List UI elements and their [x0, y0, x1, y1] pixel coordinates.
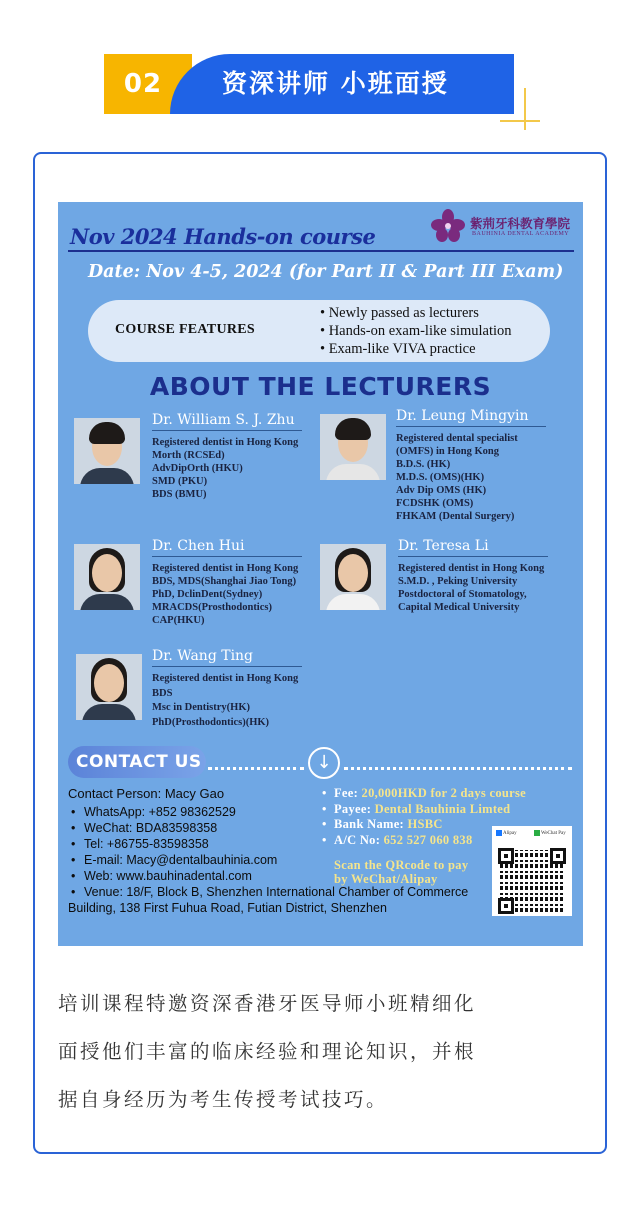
credential-line: Registered dentist in Hong Kong — [398, 563, 545, 574]
scan-line: by WeChat/Alipay — [334, 872, 438, 886]
fee-value: Dental Bauhinia Limted — [374, 801, 511, 816]
venue-line: Venue: 18/F, Block B, Shenzhen International Chamber of Commerce — [84, 885, 469, 899]
description-line: 培训课程特邀资深香港牙医导师小班精细化 — [58, 992, 477, 1015]
lecturer-name-underline — [396, 426, 546, 427]
qr-finder-icon — [498, 848, 514, 864]
lecturer-credentials — [152, 672, 298, 730]
credential-line: Registered dentist in Hong Kong — [152, 563, 299, 574]
credential-line: BDS — [152, 687, 173, 699]
course-description — [58, 980, 588, 1124]
course-poster — [58, 202, 583, 946]
credential-line: SMD (PKU) — [152, 476, 208, 487]
lecturer-photo — [76, 654, 142, 720]
fee-value: 20,000HKD for 2 days course — [361, 786, 526, 800]
credential-line: Registered dental specialist — [396, 433, 518, 444]
venue-item — [68, 884, 468, 916]
description-line: 据自身经历为考生传授考试技巧。 — [58, 1088, 389, 1111]
down-arrow-icon: ↓ — [308, 747, 340, 779]
decor-cross-horizontal — [500, 120, 540, 122]
contact-item: • Web: www.bauhinadental.com — [68, 868, 468, 884]
contact-item: • WhatsApp: +852 98362529 — [68, 804, 468, 820]
course-features-list — [320, 304, 512, 358]
feature-item: • Newly passed as lecturers — [320, 304, 512, 322]
dotted-divider — [344, 767, 572, 770]
credential-line: (OMFS) in Hong Kong — [396, 446, 499, 457]
fee-value: HSBC — [407, 817, 443, 831]
qr-finder-icon — [550, 848, 566, 864]
credential-line: Postdoctoral of Stomatology, — [398, 589, 527, 600]
credential-line: AdvDipOrth (HKU) — [152, 463, 243, 474]
lecturer-name: Dr. William S. J. Zhu — [152, 412, 295, 428]
lecturer-name: Dr. Wang Ting — [152, 648, 254, 664]
section-header — [104, 54, 514, 114]
lecturer-credentials — [398, 562, 544, 614]
lecturer-photo — [74, 418, 140, 484]
credential-line: Capital Medical University — [398, 602, 520, 613]
fee-key: Fee: — [334, 786, 362, 800]
course-features-box — [88, 300, 550, 362]
contact-item: • E-mail: Macy@dentalbauhinia.com — [68, 852, 468, 868]
lecturer-name: Dr. Chen Hui — [152, 538, 245, 554]
lecturer-name-underline — [152, 556, 302, 557]
qr-finder-icon — [498, 898, 514, 914]
credential-line: Registered dentist in Hong Kong — [152, 437, 299, 448]
lecturer-credentials — [152, 436, 298, 501]
credential-line: B.D.S. (HK) — [396, 459, 451, 470]
course-features-label: COURSE FEATURES — [115, 322, 255, 337]
lecturer-photo — [74, 544, 140, 610]
alipay-label: Alipay — [496, 830, 517, 836]
credential-line: MRACDS(Prosthodontics) — [152, 602, 272, 613]
logo-english-name: BAUHINIA DENTAL ACADEMY — [472, 231, 570, 237]
fee-item — [322, 786, 526, 802]
credential-line: Morth (RCSEd) — [152, 450, 225, 461]
credential-line: M.D.S. (OMS)(HK) — [396, 472, 485, 483]
credential-line: PhD, DclinDent(Sydney) — [152, 589, 263, 600]
feature-item: • Exam-like VIVA practice — [320, 340, 512, 358]
fee-value: 652 527 060 838 — [383, 832, 473, 847]
credential-line: PhD(Prosthodontics)(HK) — [152, 716, 270, 728]
credential-line: CAP(HKU) — [152, 615, 205, 626]
lecturer-credentials — [152, 562, 298, 627]
credential-line: Msc in Dentistry(HK) — [152, 702, 250, 713]
description-line: 面授他们丰富的临床经验和理论知识，并根 — [58, 1040, 477, 1063]
fee-key: Bank Name: — [334, 817, 408, 831]
section-title: 资深讲师 小班面授 — [222, 69, 449, 98]
contact-us-label: CONTACT US — [76, 752, 202, 772]
fee-item — [322, 802, 526, 818]
lecturer-photo — [320, 414, 386, 480]
lecturer-photo — [320, 544, 386, 610]
about-lecturers-heading: ABOUT THE LECTURERS — [149, 372, 492, 401]
contact-item: • Tel: +86755-83598358 — [68, 836, 468, 852]
contact-item: • WeChat: BDA83598358 — [68, 820, 468, 836]
feature-item: • Hands-on exam-like simulation — [320, 322, 512, 340]
lecturer-name-underline — [152, 430, 302, 431]
scan-qr-note — [334, 858, 468, 886]
decor-cross-vertical — [524, 88, 526, 130]
wechat-pay-label: WeChat Pay — [534, 830, 566, 836]
credential-line: FCDSHK (OMS) — [396, 498, 474, 509]
scan-line: Scan the QRcode to pay — [334, 858, 469, 872]
fee-key: Payee: — [334, 801, 375, 816]
section-number: 02 — [123, 69, 163, 99]
contact-person: Contact Person: Macy Gao — [68, 786, 225, 801]
credential-line: FHKAM (Dental Surgery) — [396, 511, 515, 522]
lecturer-name: Dr. Teresa Li — [398, 538, 489, 554]
credential-line: BDS (BMU) — [152, 489, 207, 500]
poster-course-title: Nov 2024 Hands-on course — [70, 224, 376, 249]
lecturer-credentials — [396, 432, 518, 523]
contact-us-badge — [68, 746, 206, 778]
logo-chinese-name: 紫荊牙科教育學院 — [470, 216, 571, 231]
poster-title-underline — [68, 250, 574, 252]
credential-line: S.M.D. , Peking University — [398, 576, 518, 587]
venue-line: Building, 138 First Fuhua Road, Futian District, Shenzhen — [68, 901, 387, 915]
alipay-icon — [496, 830, 502, 836]
bauhinia-flower-icon — [430, 208, 466, 244]
dotted-divider — [208, 767, 304, 770]
academy-logo — [430, 208, 576, 244]
fee-key: A/C No: — [334, 832, 384, 847]
lecturer-name-underline — [152, 666, 302, 667]
credential-line: Adv Dip OMS (HK) — [396, 485, 487, 496]
lecturer-name-underline — [398, 556, 548, 557]
wechat-pay-icon — [534, 830, 540, 836]
lecturer-name: Dr. Leung Mingyin — [396, 408, 529, 424]
credential-line: Registered dentist in Hong Kong — [152, 673, 299, 684]
poster-date: Date: Nov 4-5, 2024 (for Part II & Part III Exam) — [88, 262, 564, 282]
credential-line: BDS, MDS(Shanghai Jiao Tong) — [152, 576, 297, 587]
payment-qr-code[interactable] — [492, 826, 572, 916]
